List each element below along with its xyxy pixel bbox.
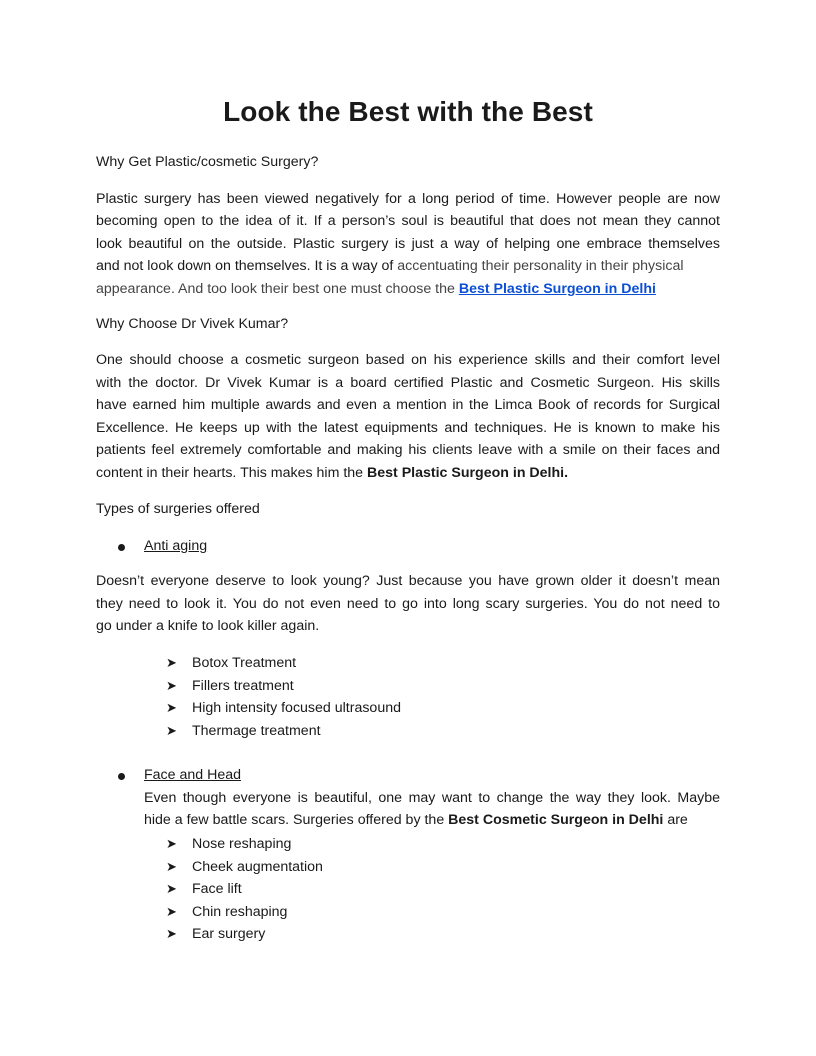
bullet-dot-icon <box>118 773 125 780</box>
arrow-bullet-icon: ➤ <box>166 858 177 874</box>
arrow-bullet-icon: ➤ <box>166 881 177 897</box>
paragraph-line: One should choose a cosmetic surgeon based on his experience skills and their comfort level <box>96 352 720 368</box>
paragraph-line: go under a knife to look killer again. <box>96 618 320 634</box>
types-heading: Types of surgeries offered <box>96 501 260 517</box>
paragraph-line: Plastic surgery has been viewed negatively for a long period of time. However people are now <box>96 191 720 207</box>
paragraph-text-gray: accentuating their personality in their physical <box>397 258 684 274</box>
paragraph-line: look beautiful on the outside. Plastic surgery is just a way of helping one embrace themselves <box>96 236 720 252</box>
arrow-bullet-icon: ➤ <box>166 836 177 851</box>
paragraph-line: becoming open to the idea of it. If a person’s soul is beautiful that does not mean they cannot <box>96 213 720 229</box>
page-title: Look the Best with the Best <box>223 96 593 127</box>
paragraph-bold-text: Best Cosmetic Surgeon in Delhi <box>448 812 664 828</box>
arrow-bullet-icon: ➤ <box>166 655 177 670</box>
paragraph-bold-text: Best Plastic Surgeon in Delhi. <box>367 465 569 481</box>
section-heading-why-surgery: Why Get Plastic/cosmetic Surgery? <box>96 154 319 170</box>
paragraph-line <box>96 465 568 481</box>
paragraph-line <box>144 812 688 828</box>
paragraph-line: have earned him multiple awards and even a mention in the Limca Book of records for Surgical <box>96 397 720 413</box>
paragraph-text: are <box>663 812 688 828</box>
anti-aging-label: Anti aging <box>144 538 208 554</box>
paragraph-text-gray: appearance. And too look their best one must choose the <box>96 281 459 297</box>
arrow-bullet-icon: ➤ <box>166 903 177 919</box>
paragraph-line: Doesn’t everyone deserve to look young? Just because you have grown older it doesn’t mean <box>96 573 720 589</box>
best-plastic-surgeon-link[interactable]: Best Plastic Surgeon in Delhi <box>458 281 656 297</box>
arrow-bullet-icon: ➤ <box>166 700 177 716</box>
paragraph-line: patients feel extremely comfortable and making his clients leave with a smile on their faces and <box>96 442 720 458</box>
arrow-bullet-icon: ➤ <box>166 926 177 942</box>
paragraph-text: hide a few battle scars. Surgeries offered by the <box>144 812 449 828</box>
paragraph-line: with the doctor. Dr Vivek Kumar is a board certified Plastic and Cosmetic Surgeon. His skills <box>96 375 720 391</box>
arrow-bullet-icon: ➤ <box>166 677 177 693</box>
paragraph-line: Excellence. He keeps up with the latest equipments and techniques. He is known to make his <box>96 420 720 436</box>
bullet-dot-icon <box>118 544 125 551</box>
paragraph-line <box>96 281 656 297</box>
arrow-bullet-icon: ➤ <box>166 722 177 738</box>
document-page: Look the Best with the Best Why Get Plastic/cosmetic Surgery? Plastic surgery has been viewed negatively for a long period of time. However people are now becoming open to the idea of it. If a person’s soul is beautiful that does not mean they cannot look beautiful on the outside. Plastic surgery is just a way of helping one embrace themselves and not look down on themselves. It is a way of accentuating their personality in their physical appearance. And too look their best one must choose the Best Plastic Surgeon in Delhi Why Choose Dr Vivek Kumar? One should choose a cosmetic surgeon based on his experience skills and their comfort level with the doctor. Dr Vivek Kumar is a board certified Plastic and Cosmetic Surgeon. His skills have earned him multiple awards and even a mention in the Limca Book of records for Surgical Excellence. He keeps up with the latest equipments and techniques. He is known to make his patients feel extremely comfortable and making his clients leave with a smile on their faces and content in their hearts. This makes him the Best Plastic Surgeon in Delhi. Types of surgeries offered Anti aging Doesn’t everyone deserve to look young? Just because you have grown older it doesn’t mean they need to look it. You do not even need to go into long scary surgeries. You do not need to go under a knife to look killer again. ➤ Botox Treatment ➤ Fillers treatment ➤ High intensity focused ultrasound ➤ Thermage treatment Face and Head Even though everyone is beautiful, one may want to change the way they look. Maybe hide a few battle scars. Surgeries offered by the Best Cosmetic Surgeon in Delhi are ➤ Nose reshaping ➤ Cheek augmentation ➤ Face lift ➤ Chin reshaping ➤ Ear surgery <box>0 0 816 1056</box>
paragraph-line: Even though everyone is beautiful, one may want to change the way they look. Maybe <box>144 790 720 806</box>
paragraph-text: and not look down on themselves. It is a way of <box>96 258 398 274</box>
paragraph-text: content in their hearts. This makes him the <box>96 465 368 481</box>
face-head-label: Face and Head <box>144 767 242 783</box>
paragraph-line: they need to look it. You do not even need to go into long scary surgeries. You do not need to <box>96 596 720 612</box>
paragraph-line <box>96 258 684 274</box>
section-heading-why-doctor: Why Choose Dr Vivek Kumar? <box>96 316 289 332</box>
